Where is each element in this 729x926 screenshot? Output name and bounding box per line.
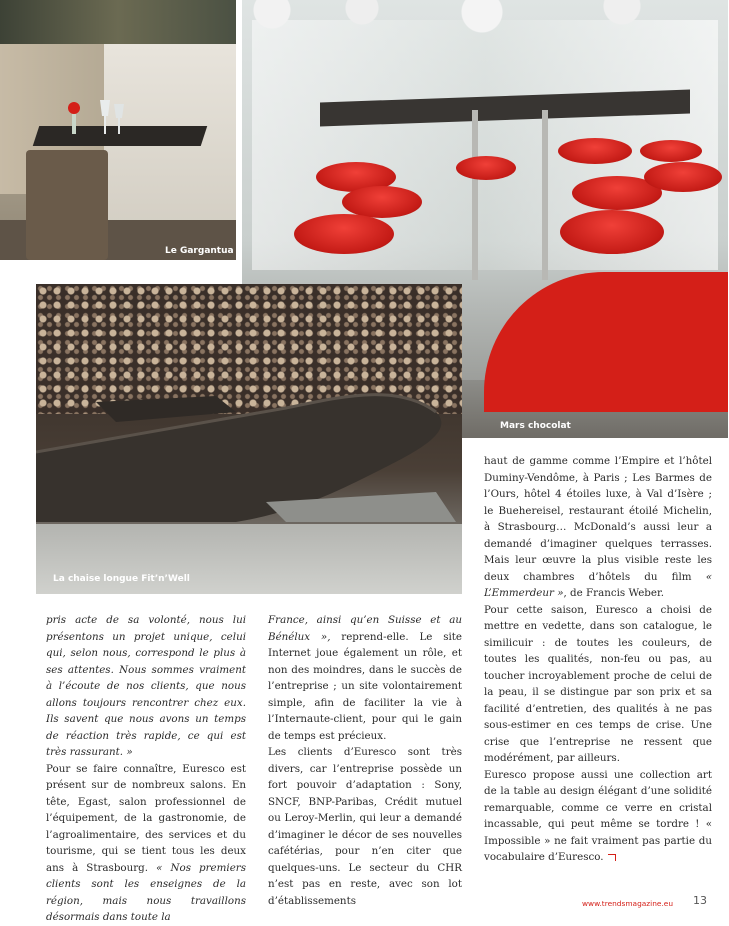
red-stool (342, 186, 422, 218)
quote-text: « Nos premiers clients sont les enseignes de la région, mais nous travaillons désormais dans toute la (46, 861, 246, 923)
red-seat-curve (484, 272, 728, 412)
aquarium (0, 0, 236, 44)
body-text: Pour se faire connaître, Euresco est présent sur de nombreux salons. En tête, Egast, salon professionnel de l’équipement, de la gastronomie, de l’agroalimentaire, des services et du tourisme, qui se tient tous les deux ans à Strasbourg. (46, 762, 246, 874)
red-stool (294, 214, 394, 254)
photo-caption: Mars chocolat (500, 421, 571, 431)
body-paragraph: Pour cette saison, Euresco a choisi de mettre en vedette, dans son catalogue, le similicuir : de toutes les couleurs, de toutes les qualités, non-feu ou pas, au toucher incroyablement proche de celui de la peau, il se distingue par son prix et sa facilité d’entretien, des qualités à ne pas sous-estimer en ces temps de crise. Une crise que l’entreprise ne ressent que modérément, par ailleurs. (484, 603, 712, 764)
page-number: 13 (693, 894, 707, 907)
red-stool (640, 140, 702, 162)
red-stool (644, 162, 722, 192)
photo-caption: La chaise longue Fit’n’Well (53, 574, 190, 584)
red-stool (560, 210, 664, 254)
quote-text: France, ainsi qu’en Suisse et au Bénélux », (268, 614, 462, 643)
body-paragraph (268, 612, 462, 744)
photo-caption: Le Gargantua (165, 246, 234, 256)
red-stool (456, 156, 516, 180)
lounge-chair (36, 392, 462, 522)
end-mark-icon (608, 854, 616, 861)
body-text: haut de gamme comme l’Empire et l’hôtel Duminy-Vendôme, à Paris ; Les Barmes de l’Ours, hôtel 4 étoiles luxe, à Val d’Isère ; le Buehereisel, restaurant étoilé Michelin, à Strasbourg… McDonald’s aussi leur a demandé d’imaginer quelques terrasses. Mais leur œuvre la plus visible reste les deux chambres d’hôtels du film (484, 455, 712, 583)
photo-chaise-longue (36, 284, 462, 594)
film-title: « L’Emmerdeur » (484, 570, 712, 599)
table-leg (472, 110, 478, 280)
body-paragraph (484, 453, 712, 602)
footer-url[interactable]: www.trendsmagazine.eu (582, 899, 674, 908)
text-column-1 (46, 612, 246, 926)
body-paragraph (484, 767, 712, 866)
text-column-2 (268, 612, 462, 909)
red-stool (558, 138, 632, 164)
photo-le-gargantua (0, 0, 236, 260)
table-setting (62, 100, 132, 150)
body-text: Euresco propose aussi une collection art de la table au design élégant d’une solidité remarquable, comme ce verre en cristal incassable, qui peut même se tordre ! « Impossible » ne fait vraiment pas partie du vocabulaire d’Euresco. (484, 768, 712, 863)
chair (26, 150, 108, 260)
body-text: reprend-elle. Le site Internet joue également un rôle, et non des moindres, dans le succès de l’entreprise ; un site volontairement simple, afin de faciliter la vie à l’Internaute-client, pour qui le gain de temps est précieux. (268, 630, 463, 742)
table-leg (542, 110, 548, 280)
quote-paragraph: pris acte de sa volonté, nous lui présentons un projet unique, celui qui, selon nous, correspond le plus à ses attentes. Nous sommes vraiment à l’écoute de nos clients, que nous allons toujours rencontrer chez eux. Ils savent que nous avons un temps de réaction très rapide, ce qui est très rassurant. » (46, 614, 246, 758)
body-paragraph: Les clients d’Euresco sont très divers, car l’entreprise possède un fort pouvoir d’adaptation : Sony, SNCF, BNP-Paribas, Crédit mutuel ou Leroy-Merlin, qui leur a demandé d’imaginer le décor de ses nouvelles cafétérias, pour n’en citer que quelques-uns. Le secteur du CHR n’est pas en reste, avec son lot d’établissements (268, 746, 462, 907)
body-paragraph (46, 761, 246, 926)
body-text: , de Francis Weber. (563, 587, 665, 599)
text-column-3 (484, 453, 712, 866)
decor-dots (242, 0, 728, 40)
